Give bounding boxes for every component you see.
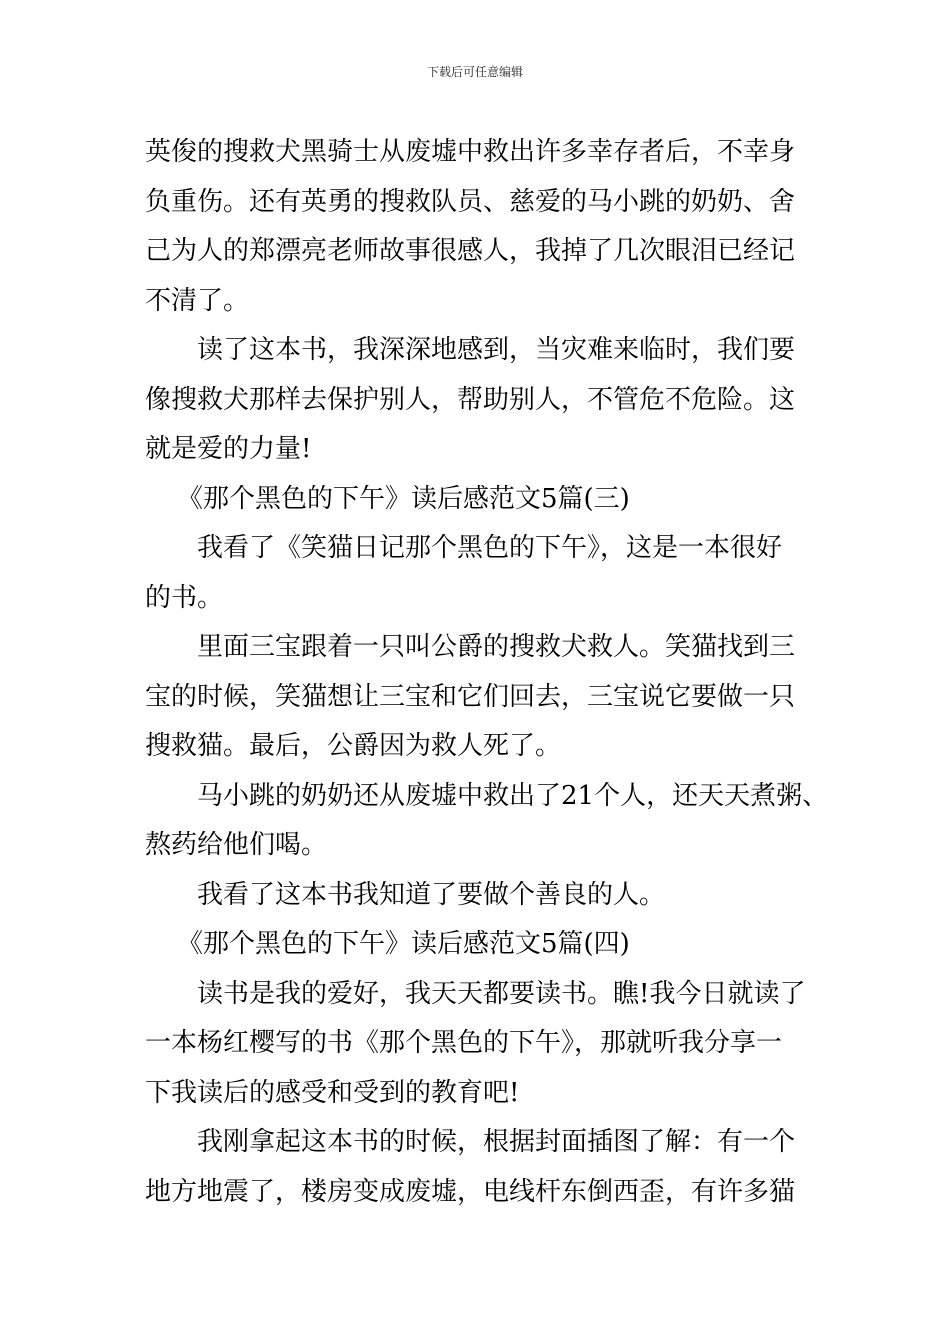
- text-line: 一本杨红樱写的书《那个黑色的下午》，那就听我分享一: [145, 1028, 783, 1058]
- text-line: 搜救猫。最后，公爵因为救人死了。: [145, 731, 562, 761]
- paragraph-start-line: 读书是我的爱好，我天天都要读书。瞧!我今日就读了: [197, 978, 806, 1009]
- section-heading: 《那个黑色的下午》读后感范文5篇(四): [177, 929, 630, 959]
- document-body: [145, 128, 829, 1217]
- text-line: 的书。: [145, 582, 224, 613]
- paragraph-start-line: 读了这本书，我深深地感到，当灾难来临时，我们要: [197, 335, 796, 365]
- text-line: 英俊的搜救犬黑骑士从废墟中救出许多幸存者后，不幸身: [145, 137, 796, 167]
- text-line: 熬药给他们喝。: [145, 830, 328, 860]
- text-line: 下我读后的感受和受到的教育吧!: [145, 1077, 520, 1108]
- paragraph-start-line: 我看了这本书我知道了要做个善良的人。: [197, 879, 666, 910]
- text-line: 负重伤。还有英勇的搜救队员、慈爱的马小跳的奶奶、舍: [145, 186, 796, 217]
- paragraph-start-line: 里面三宝跟着一只叫公爵的搜救犬救人。笑猫找到三: [197, 632, 796, 662]
- text-line: 宝的时候，笑猫想让三宝和它们回去，三宝说它要做一只: [145, 681, 796, 712]
- paragraph-start-line: 马小跳的奶奶还从废墟中救出了21个人，还天天煮粥、: [197, 780, 829, 811]
- text-line: 就是爱的力量!: [145, 434, 312, 464]
- text-line: 不清了。: [145, 285, 250, 316]
- paragraph-start-line: 我看了《笑猫日记那个黑色的下午》，这是一本很好: [197, 533, 783, 563]
- section-heading: 《那个黑色的下午》读后感范文5篇(三): [177, 483, 630, 514]
- page-header: 下载后可任意编辑: [426, 65, 523, 79]
- text-line: 像搜救犬那样去保护别人，帮助别人，不管危不危险。这: [145, 384, 796, 415]
- text-line: 地方地震了，楼房变成废墟，电线杆东倒西歪，有许多猫: [145, 1176, 796, 1207]
- text-line: 己为人的郑漂亮老师故事很感人，我掉了几次眼泪已经记: [145, 236, 796, 266]
- paragraph-start-line: 我刚拿起这本书的时候，根据封面插图了解：有一个: [197, 1127, 796, 1157]
